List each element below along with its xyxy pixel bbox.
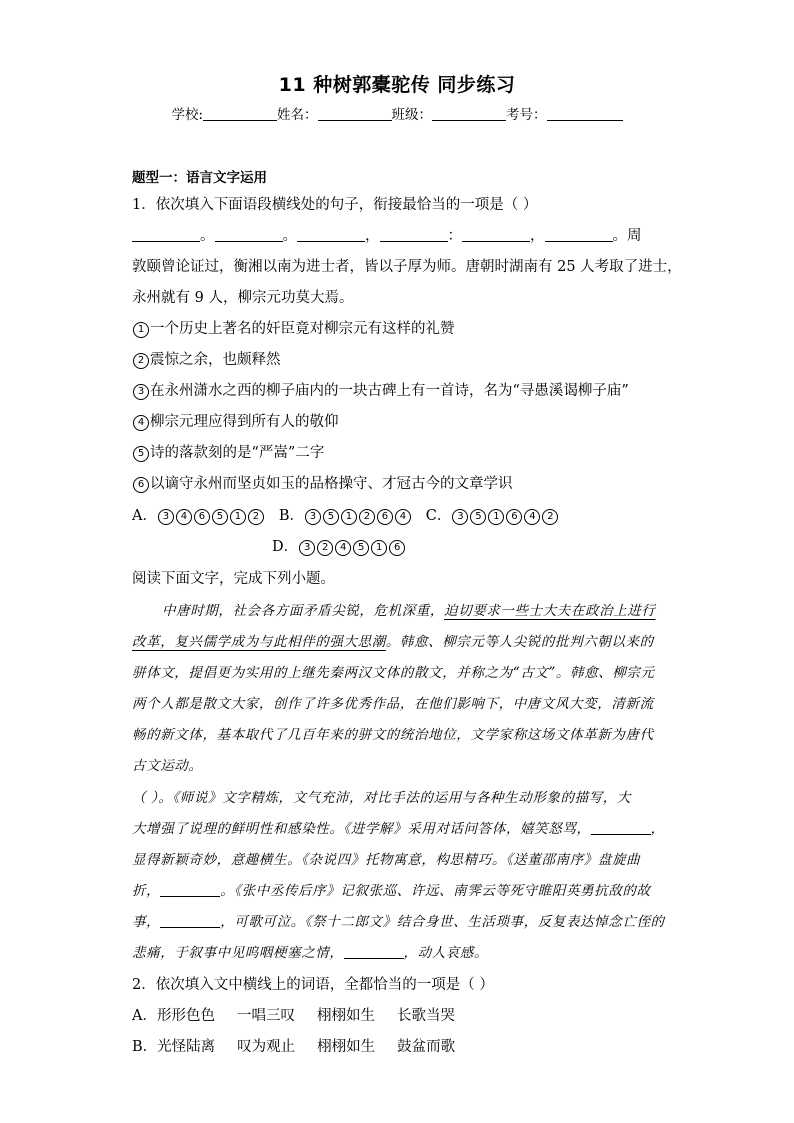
circled-number: 6 [377, 509, 393, 525]
passage-text: 。《张中丞传后序》记叙张巡、许远、南霁云等死守睢阳英勇抗敌的故 [220, 883, 651, 899]
choice-d[interactable] [272, 539, 406, 555]
circled-number: 6 [389, 540, 405, 556]
passage-blank[interactable] [160, 914, 220, 928]
sentence-option-3 [132, 379, 629, 400]
paragraph-line: 永州就有 9 人，柳宗元功莫大焉。 [132, 290, 354, 306]
circled-number: 2 [133, 353, 149, 369]
school-label: 学校: [171, 107, 204, 123]
sentence-option-2 [132, 348, 281, 369]
passage-blank[interactable] [344, 945, 404, 959]
sentence-option-4 [132, 410, 339, 431]
passage-text: 中唐时期，社会各方面矛盾尖锐，危机深重， [162, 603, 444, 619]
circled-number: 4 [524, 509, 540, 525]
class-label: 班级： [391, 107, 433, 123]
circled-number: 2 [359, 509, 375, 525]
passage-2-line [132, 817, 665, 837]
option-word: 叹为观止 [237, 1039, 296, 1055]
option-text: 震惊之余，也颇释然 [150, 352, 281, 368]
sentence-option-6 [132, 472, 513, 493]
blank-6[interactable] [545, 227, 613, 242]
choice-c[interactable] [426, 508, 560, 524]
question-1-stem: 1．依次填入下面语段横线处的句子，衔接最恰当的一项是（ ） [132, 197, 538, 213]
question-2-stem: 2．依次填入文中横线上的词语，全都恰当的一项是（ ） [132, 977, 494, 993]
circled-number: 3 [305, 509, 321, 525]
circled-number: 4 [133, 415, 149, 431]
circled-number: 6 [133, 477, 149, 493]
sentence-option-5 [132, 441, 324, 462]
answer-choice-d-line [272, 535, 406, 556]
passage-text: ， [650, 821, 665, 837]
passage-text: 悲痛，于叙事中见呜咽梗塞之情， [132, 945, 344, 961]
passage-1-line: 两个人都是散文大家，创作了许多优秀作品，在他们影响下，中唐文风大变，清新流 [132, 696, 654, 712]
answer-choices-abc [132, 504, 559, 525]
choice-label: A． [132, 508, 157, 524]
circled-number: 4 [176, 509, 192, 525]
passage-text: 事， [132, 914, 161, 930]
passage-2-line: （ ）。《师说》文字精炼，文气充沛，对比手法的运用与各种生动形象的描写，大 [132, 790, 631, 806]
option-word: A．形形色色 [132, 1008, 215, 1024]
passage-text: 。韩愈、柳宗元等人尖锐的批判六朝以来的 [385, 634, 654, 650]
circled-number: 2 [542, 509, 558, 525]
passage-text: ，可歌可泣。《祭十二郎文》结合身世、生活琐事，反复表达悼念亡侄的 [220, 914, 665, 930]
option-text: 一个历史上著名的奸臣竟对柳宗元有这样的礼赞 [150, 321, 455, 337]
option-word: 一唱三叹 [236, 1008, 295, 1024]
passage-2-line: 显得新颖奇妙，意趣横生。《杂说四》托物寓意，构思精巧。《送董邵南序》盘旋曲 [132, 852, 641, 868]
passage-text: ，动人哀感。 [403, 945, 489, 961]
blank-5[interactable] [462, 227, 530, 242]
circled-number: 2 [248, 509, 264, 525]
passage-1-line: 古文运动。 [132, 758, 203, 774]
circled-number: 1 [230, 509, 246, 525]
passage-text: 大增强了说理的鲜明性和感染性。《进学解》采用对话问答体，嬉笑怒骂， [132, 821, 591, 837]
page-title: 11 种树郭橐驼传 同步练习 [278, 74, 516, 96]
circled-number: 3 [452, 509, 468, 525]
para-line1-tail: 周 [627, 228, 642, 244]
name-label: 姓名： [277, 107, 318, 123]
passage-2-line [132, 879, 651, 899]
option-text: 在永州潇水之西的柳子庙内的一块古碑上有一首诗，名为“寻愚溪谒柳子庙” [150, 383, 629, 399]
question-1-blanks-line: 。 。 ， ： ， 。周 [132, 224, 642, 245]
option-word: 长歌当哭 [396, 1008, 455, 1024]
passage-2-line [132, 910, 665, 930]
passage-text: 折， [132, 883, 161, 899]
passage-1-line [132, 630, 654, 650]
circled-number: 3 [158, 509, 174, 525]
circled-number: 3 [299, 540, 315, 556]
circled-number: 5 [353, 540, 369, 556]
passage-2-line [132, 941, 488, 961]
passage-blank[interactable] [591, 821, 651, 835]
blank-1[interactable] [132, 227, 200, 242]
option-word: 鼓盆而歌 [397, 1039, 456, 1055]
option-text: 诗的落款刻的是“严嵩”二字 [150, 445, 325, 461]
paragraph-line: 敦颐曾论证过，衡湘以南为进士者，皆以子厚为师。唐朝时湖南有 25 人考取了进士， [132, 259, 682, 275]
blank-3[interactable] [297, 227, 365, 242]
underlined-text: 改革，复兴儒学成为与此相伴的强大思潮 [132, 634, 386, 650]
sentence-option-1 [132, 317, 455, 338]
underlined-text: 迫切要求一些士大夫在政治上进行 [444, 603, 656, 619]
circled-number: 5 [133, 446, 149, 462]
circled-number: 5 [323, 509, 339, 525]
exam-no-blank[interactable] [547, 106, 623, 121]
circled-number: 6 [506, 509, 522, 525]
option-text: 以谪守永州而坚贞如玉的品格操守、才冠古今的文章学识 [150, 476, 513, 492]
option-word: 栩栩如生 [316, 1008, 375, 1024]
passage-blank[interactable] [160, 883, 220, 897]
circled-number: 4 [335, 540, 351, 556]
reading-instruction: 阅读下面文字，完成下列小题。 [132, 571, 335, 587]
choice-label: C． [425, 508, 452, 524]
circled-number: 6 [194, 509, 210, 525]
option-word: 栩栩如生 [317, 1039, 376, 1055]
exam-no-label: 考号： [506, 107, 547, 123]
circled-number: 2 [317, 540, 333, 556]
section-heading: 题型一：语言文字运用 [132, 170, 267, 186]
passage-1-line: 畅的新文体，基本取代了几百年来的骈文的统治地位，文学家称这场文体革新为唐代 [132, 727, 654, 743]
blank-2[interactable] [215, 227, 283, 242]
circled-number: 5 [470, 509, 486, 525]
name-blank[interactable] [318, 106, 392, 121]
student-info-line [0, 103, 794, 123]
circled-number: 3 [133, 384, 149, 400]
question-2-option-a[interactable] [132, 1004, 455, 1025]
circled-number: 1 [133, 322, 149, 338]
class-blank[interactable] [432, 106, 506, 121]
question-2-option-b[interactable] [132, 1035, 455, 1056]
circled-number: 4 [395, 509, 411, 525]
circled-number: 1 [371, 540, 387, 556]
passage-1-line: 骈体文，提倡更为实用的上继先秦两汉文体的散文，并称之为“古文”。韩愈、柳宗元 [132, 665, 655, 681]
choice-a[interactable] [132, 508, 265, 524]
choice-b[interactable] [279, 508, 412, 524]
circled-number: 1 [488, 509, 504, 525]
passage-1-line [162, 599, 656, 619]
choice-label: B． [278, 508, 304, 524]
option-word: B．光怪陆离 [132, 1039, 216, 1055]
circled-number: 5 [212, 509, 228, 525]
blank-4[interactable] [380, 227, 448, 242]
option-text: 柳宗元理应得到所有人的敬仰 [150, 414, 339, 430]
choice-label: D． [272, 539, 299, 555]
school-blank[interactable] [203, 106, 277, 121]
circled-number: 1 [341, 509, 357, 525]
